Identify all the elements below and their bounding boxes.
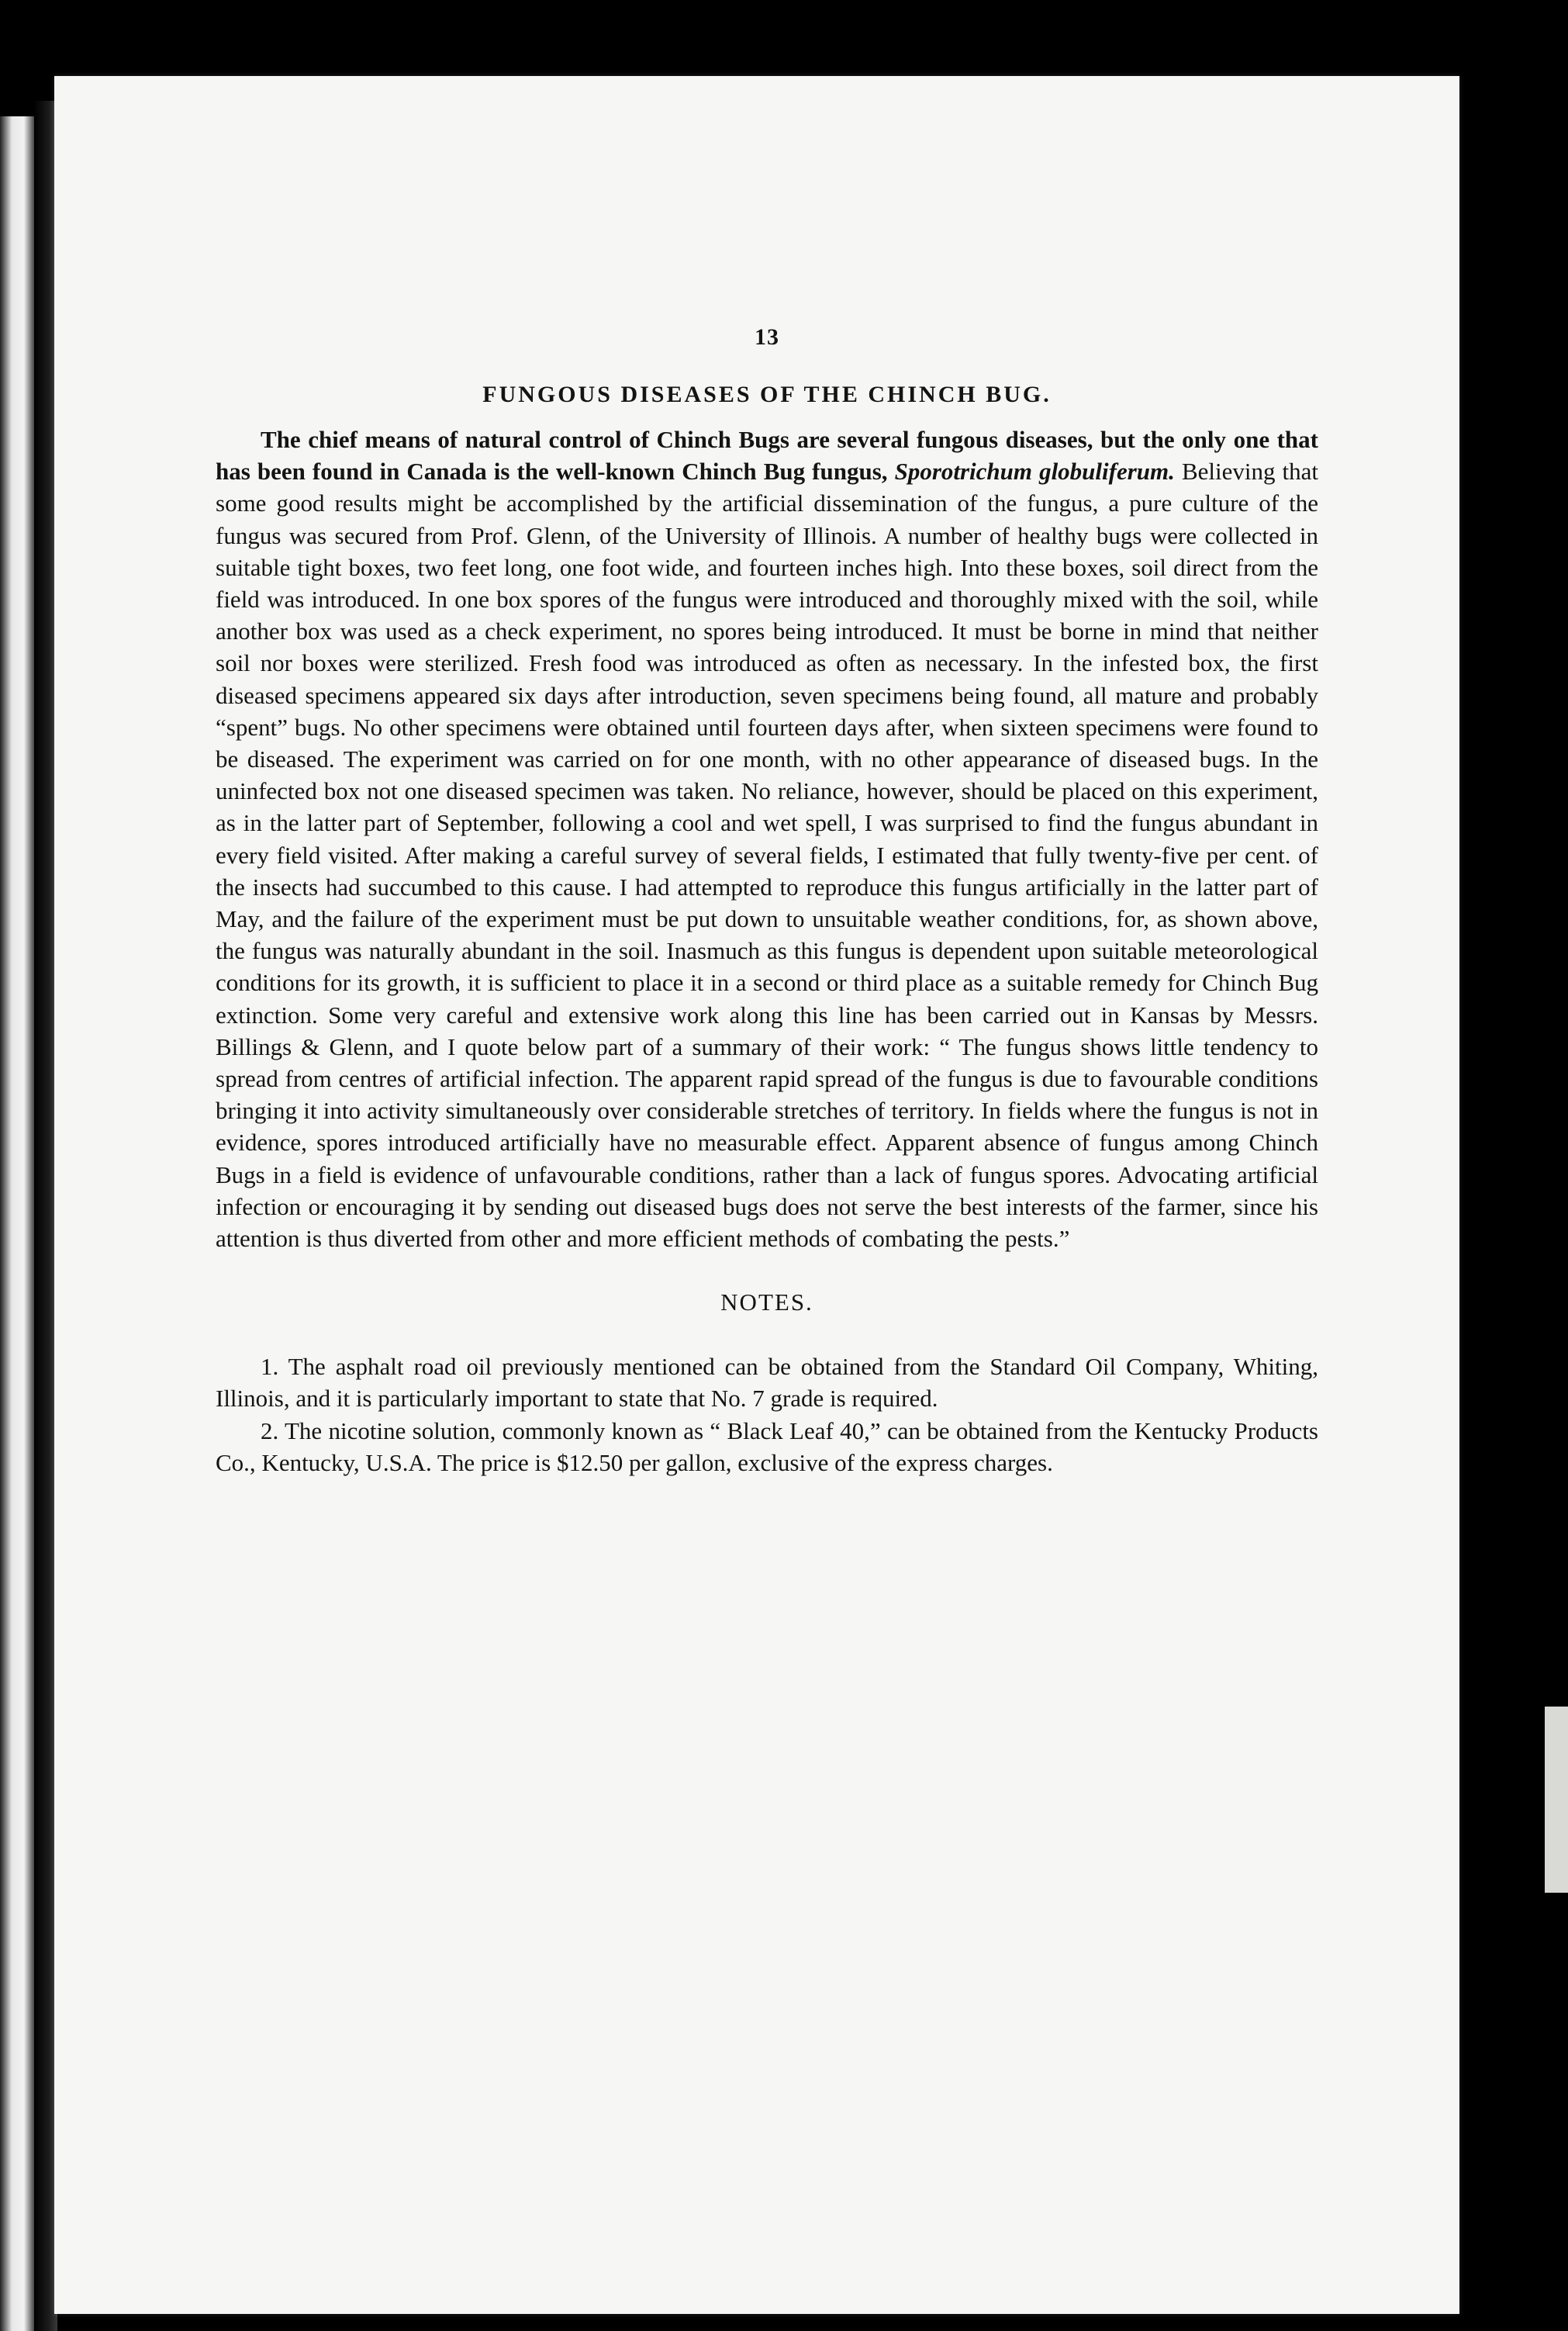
note-item: 1. The asphalt road oil previously mentioned can be obtained from the Standard Oil Company, Whiting, Illinois, and it is particularly important to state that No. 7 grade is required. — [216, 1353, 1318, 1413]
note-item: 2. The nicotine solution, commonly known as “ Black Leaf 40,” can be obtained from the Kentucky Products Co., Kentucky, U.S.A. The price is $12.50 per gallon, exclusive of the express charges. — [216, 1416, 1318, 1476]
page-edge-fragment — [1545, 1707, 1568, 1893]
facing-page-edge — [0, 116, 34, 2331]
paragraph-lead: The chief means of natural control of Chinch Bugs are several fungous diseases, but the only one that has been found in Canada is the well-known Chinch Bug fungus, — [216, 426, 1318, 486]
page-content — [216, 239, 1318, 1478]
notes-heading: NOTES. — [720, 1288, 813, 1316]
paragraph-text: Believing that some good results might be accomplished by the artificial dissemination of the fungus, a pure culture of the fungus was secured from Prof. Glenn, of the University of Illinois. A number of healthy bugs were collected in suitable tight boxes, two feet long, one foot wide, and fourteen inches high. Into these boxes, soil direct from the field was introduced. In one box spores of the fungus were introduced and thoroughly mixed with the soil, while another box was used as a check experiment, no spores being introduced. It must be borne in mind that neither soil nor boxes were sterilized. Fresh food was introduced as often as necessary. In the infested box, the first diseased specimens appeared six days after introduction, seven specimens being found, all mature and probably “spent” bugs. No other specimens were obtained until fourteen days after, when sixteen specimens were found to be diseased. The experiment was carried on for one month, with no other appearance of diseased bugs. In the uninfected box not one diseased specimen was taken. No reliance, however, should be placed on this experiment, as in the latter part of September, following a cool and wet spell, I was surprised to find the fungus abundant in every field visited. After making a careful survey of several fields, I estimated that fully twenty-five per cent. of the insects had succumbed to this cause. I had attempted to reproduce this fungus artificially in the latter part of May, and the failure of the experiment must be put down to unsuitable weather conditions, for, as shown above, the fungus was naturally abundant in the soil. Inasmuch as this fungus is dependent upon suitable meteorological conditions for its growth, it is sufficient to place it in a second or third place as a suitable remedy for Chinch Bug extinction. Some very careful and extensive work along this line has been carried out in Kansas by Messrs. Billings & Glenn, and I quote below part of a summary of their work: “ The fungus shows little tendency to spread from centres of artificial infection. The apparent rapid spread of the fungus is due to favourable conditions bringing it into activity simultaneously over considerable stretches of territory. In fields where the fungus is not in evidence, spores introduced artificially have no measurable effect. Apparent absence of fungus among Chinch Bugs in a field is evidence of unfavourable conditions, rather than a lack of fungus spores. Advocating artificial infection or encouraging it by sending out diseased bugs does not serve the best interests of the farmer, since his attention is thus diverted from other and more efficient methods of combating the pests.” — [216, 458, 1319, 1253]
species-name: Sporotrichum globuliferum. — [894, 458, 1175, 486]
book-page — [54, 76, 1459, 2314]
page-number: 13 — [755, 324, 779, 350]
body-paragraph — [216, 424, 1318, 1254]
section-heading: FUNGOUS DISEASES OF THE CHINCH BUG. — [482, 382, 1052, 407]
